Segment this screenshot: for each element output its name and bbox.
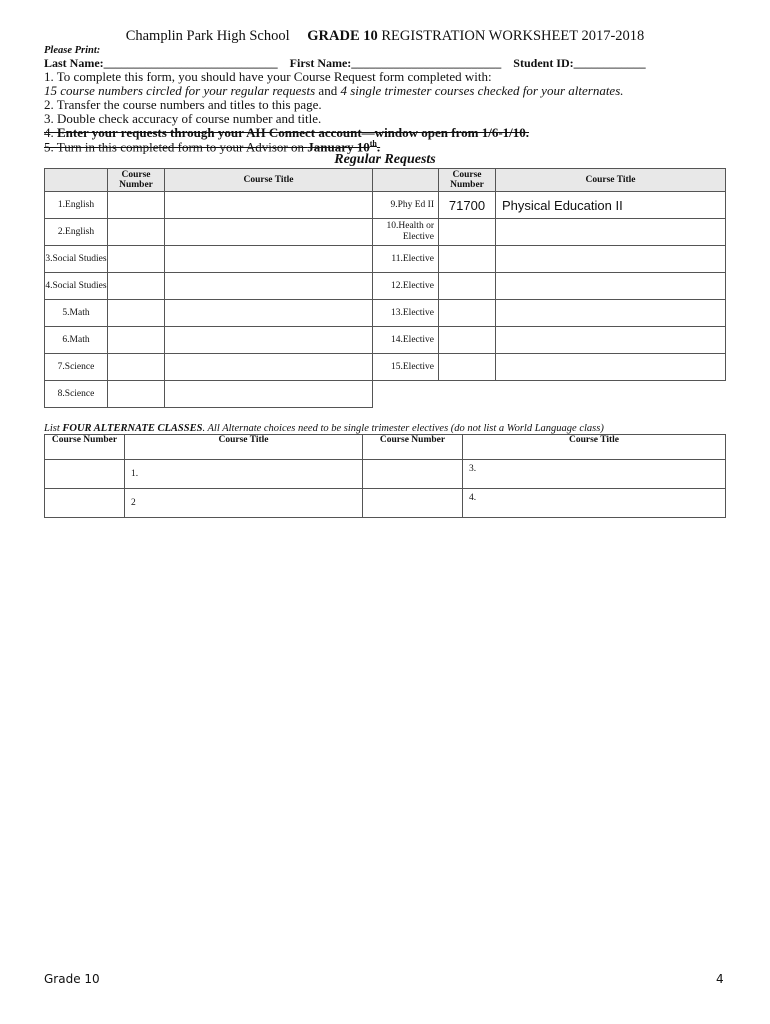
course-number-cell[interactable] (439, 300, 496, 327)
course-title-cell[interactable] (496, 273, 726, 300)
course-number-cell[interactable] (108, 246, 165, 273)
instruction-5-end: . (376, 139, 381, 155)
row-label: 3.Social Studies (45, 246, 108, 273)
table-row (45, 327, 726, 354)
alt-course-title-cell[interactable]: 4. (463, 489, 726, 518)
course-number-cell[interactable] (439, 246, 496, 273)
course-number-cell[interactable] (108, 273, 165, 300)
course-number-cell[interactable] (439, 219, 496, 246)
header-blank-left (45, 169, 108, 192)
row-label: 11.Elective (373, 246, 439, 273)
course-number-cell[interactable] (108, 381, 165, 408)
student-id-field[interactable]: ____________ (573, 56, 646, 70)
row-label: 2.English (45, 219, 108, 246)
alternates-caption-prefix: List (44, 423, 63, 434)
course-number-cell[interactable] (108, 219, 165, 246)
student-id-label: Student ID: (513, 56, 574, 70)
alt-header-course-title-left: Course Title (125, 435, 363, 460)
instruction-5-date: January 10 (307, 139, 370, 155)
course-number-cell[interactable] (108, 192, 165, 219)
instruction-4-text: Enter your requests through your AH Connect account—window open from 1/6-1/10. (57, 125, 530, 140)
course-number-cell[interactable] (439, 327, 496, 354)
row-label: 12.Elective (373, 273, 439, 300)
header-course-title-left: Course Title (165, 169, 373, 192)
course-number-cell[interactable] (439, 273, 496, 300)
table-row (45, 489, 726, 518)
instruction-5-text: 5. Turn in this completed form to your Advisor on (44, 139, 308, 155)
table-row (45, 219, 726, 246)
alt-course-number-cell[interactable] (363, 489, 463, 518)
course-title-cell[interactable] (165, 273, 373, 300)
course-title-cell[interactable] (496, 219, 726, 246)
course-title-cell[interactable] (496, 246, 726, 273)
course-title-cell[interactable] (165, 192, 373, 219)
row-label: 8.Science (45, 381, 108, 408)
course-title-cell[interactable] (165, 354, 373, 381)
instruction-2: 2. Transfer the course numbers and titles to this page. (44, 97, 322, 112)
row-label: 4.Social Studies (45, 273, 108, 300)
alt-header-course-number-right: Course Number (363, 435, 463, 460)
course-title-cell[interactable] (165, 219, 373, 246)
course-title-cell[interactable]: Physical Education II (496, 192, 726, 219)
alt-header-course-title-right: Course Title (463, 435, 726, 460)
alternates-header-row (45, 435, 726, 460)
header-course-title-right: Course Title (496, 169, 726, 192)
last-name-field[interactable]: _____________________________ (103, 56, 278, 70)
instruction-5-sup: th (369, 139, 377, 148)
course-number-cell[interactable] (108, 327, 165, 354)
row-label: 10.Health or Elective (373, 219, 439, 246)
header-course-number-right: Course Number (439, 169, 496, 192)
row-label: 1.English (45, 192, 108, 219)
course-number-cell[interactable]: 71700 (439, 192, 496, 219)
regular-requests-table (44, 168, 726, 408)
row-label: 7.Science (45, 354, 108, 381)
table-row (45, 273, 726, 300)
course-title-cell[interactable] (165, 300, 373, 327)
regular-requests-title: Regular Requests (334, 152, 436, 167)
course-title-cell[interactable] (496, 300, 726, 327)
first-name-field[interactable]: _________________________ (351, 56, 502, 70)
alternates-caption (44, 423, 604, 434)
instruction-1-and: and (315, 83, 341, 98)
table-row (45, 381, 726, 408)
course-number-cell[interactable] (108, 300, 165, 327)
alt-course-number-cell[interactable] (363, 460, 463, 489)
table-row (45, 300, 726, 327)
table-row (45, 192, 726, 219)
course-number-cell[interactable] (439, 354, 496, 381)
please-print-label: Please Print: (44, 45, 101, 56)
alt-course-number-cell[interactable] (45, 460, 125, 489)
worksheet-title: REGISTRATION WORKSHEET 2017-2018 (381, 28, 645, 44)
page-number: 4 (716, 972, 724, 986)
empty-space (373, 381, 726, 408)
row-label: 9.Phy Ed II (373, 192, 439, 219)
instruction-1-italic-b: 4 single trimester courses checked for your alternates. (340, 83, 624, 98)
course-number-cell[interactable] (108, 354, 165, 381)
grade-label: GRADE 10 (307, 28, 378, 44)
alternates-caption-rest: . All Alternate choices need to be single trimester electives (do not list a World Language class) (202, 423, 604, 434)
alt-course-title-cell[interactable]: 2 (125, 489, 363, 518)
instruction-1: 1. To complete this form, you should have your Course Request form completed with: (44, 69, 492, 84)
course-title-cell[interactable] (165, 327, 373, 354)
course-title-cell[interactable] (496, 327, 726, 354)
course-title-cell[interactable] (165, 246, 373, 273)
instruction-1-italic-a: 15 course numbers circled for your regular requests (44, 83, 316, 98)
row-label: 14.Elective (373, 327, 439, 354)
first-name-label: First Name: (289, 56, 352, 70)
instruction-3: 3. Double check accuracy of course number and title. (44, 111, 322, 126)
alt-header-course-number-left: Course Number (45, 435, 125, 460)
page-header (44, 28, 726, 45)
table-row (45, 354, 726, 381)
table-row (45, 460, 726, 489)
school-name: Champlin Park High School (125, 28, 290, 44)
footer-grade-label: Grade 10 (44, 972, 100, 986)
row-label: 6.Math (45, 327, 108, 354)
instruction-4-number: 4. (44, 125, 57, 140)
alt-course-number-cell[interactable] (45, 489, 125, 518)
last-name-label: Last Name: (44, 56, 104, 70)
regular-header-row (45, 169, 726, 192)
header-blank-right (373, 169, 439, 192)
alt-course-title-cell[interactable]: 3. (463, 460, 726, 489)
course-title-cell[interactable] (496, 354, 726, 381)
alternates-caption-bold: FOUR ALTERNATE CLASSES (62, 423, 203, 434)
alt-course-title-cell[interactable]: 1. (125, 460, 363, 489)
row-label: 15.Elective (373, 354, 439, 381)
table-row (45, 246, 726, 273)
row-label: 5.Math (45, 300, 108, 327)
row-label: 13.Elective (373, 300, 439, 327)
course-title-cell[interactable] (165, 381, 373, 408)
header-course-number-left: Course Number (108, 169, 165, 192)
alternates-table (44, 434, 726, 518)
